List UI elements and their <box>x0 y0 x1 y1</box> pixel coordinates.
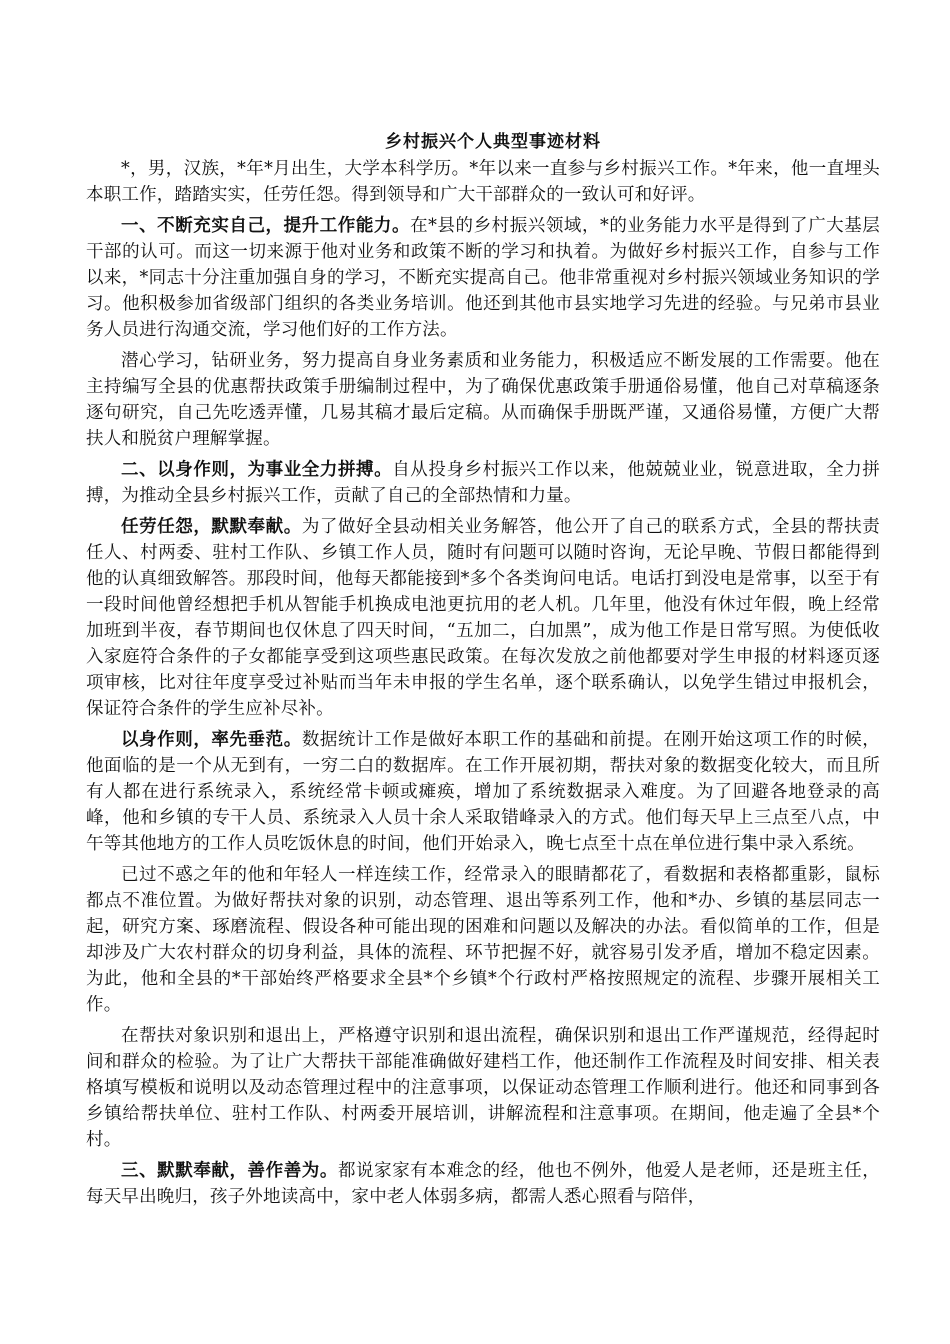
paragraph-text: 数据统计工作是做好本职工作的基础和前提。在刚开始这项工作的时候，他面临的是一个从无到有，一穷二白的数据库。在工作开展初期，帮扶对象的数据变化较大，而且所有人都在进行系统录入，系统经常卡顿或瘫痪，增加了系统数据录入难度。为了回避各地登录的高峰，他和乡镇的专干人员、系统录入人员十余人采取错峰录入的方式。他们每天早上三点至八点，中午等其他地方的工作人员吃饭休息的时间，他们开始录入，晚七点至十点在单位进行集中录入系统。 <box>86 730 881 854</box>
section-heading: 二、以身作则，为事业全力拼搏。 <box>121 460 393 480</box>
subsection-heading: 任劳任怨，默默奉献。 <box>121 517 302 537</box>
paragraph-identification <box>86 1023 880 1153</box>
paragraph-section-2 <box>86 457 880 509</box>
paragraph-continuous-work <box>86 862 880 1018</box>
subsection-heading: 以身作则，率先垂范。 <box>121 730 302 750</box>
paragraph-text: 潜心学习，钻研业务，努力提高自身业务素质和业务能力，积极适应不断发展的工作需要。他在主持编写全县的优惠帮扶政策手册编制过程中，为了确保优惠政策手册通俗易懂，他自己对草稿逐条逐句研究，自己先吃透弄懂，几易其稿才最后定稿。从而确保手册既严谨，又通俗易懂，方便广大帮扶人和脱贫户理解掌握。 <box>86 351 880 449</box>
paragraph-text: 都说家家有本难念的经，他也不例外，他爱人是老师，还是班主任，每天早出晚归，孩子外地读高中，家中老人体弱多病，都需人悉心照看与陪伴， <box>86 1161 880 1207</box>
paragraph-intro <box>86 156 880 208</box>
paragraph-section-1 <box>86 213 880 343</box>
paragraph-text: 自从投身乡村振兴工作以来，他兢兢业业，锐意进取，全力拼搏，为推动全县乡村振兴工作，贡献了自己的全部热情和力量。 <box>86 460 881 506</box>
paragraph-dedication <box>86 514 880 722</box>
paragraph-text: *，男，汉族，*年*月出生，大学本科学历。*年以来一直参与乡村振兴工作。*年来，他一直埋头本职工作，踏踏实实，任劳任怨。得到领导和广大干部群众的一致认可和好评。 <box>86 159 880 205</box>
paragraph-text: 在*县的乡村振兴领域，*的业务能力水平是得到了广大基层干部的认可。而这一切来源于他对业务和政策不断的学习和执着。为做好乡村振兴工作，自参与工作以来，*同志十分注重加强自身的学习，不断充实提高自己。他非常重视对乡村振兴领域业务知识的学习。他积极参加省级部门组织的各类业务培训。他还到其他市县实地学习先进的经验。与兄弟市县业务人员进行沟通交流，学习他们好的工作方法。 <box>86 216 880 340</box>
paragraph-text: 为了做好全县动相关业务解答，他公开了自己的联系方式，全县的帮扶责任人、村两委、驻村工作队、乡镇工作人员，随时有问题可以随时咨询，无论早晚、节假日都能得到他的认真细致解答。那段时间，他每天都能接到*多个各类询问电话。电话打到没电是常事，以至于有一段时间他曾经想把手机从智能手机换成电池更抗用的老人机。几年里，他没有休过年假，晚上经常加班到半夜，春节期间也仅休息了四天时间，“五加二，白加黑”，成为他工作是日常写照。为使低收入家庭符合条件的子女都能享受到这项些惠民政策。在每次发放之前他都要对学生申报的材料逐页逐项审核，比对往年度享受过补贴而当年未申报的学生名单，逐个联系确认，以免学生错过申报机会，保证符合条件的学生应补尽补。 <box>86 517 881 719</box>
paragraph-text: 已过不惑之年的他和年轻人一样连续工作，经常录入的眼睛都花了，看数据和表格都重影，鼠标都点不准位置。为做好帮扶对象的识别，动态管理、退出等系列工作，他和*办、乡镇的基层同志一起，研究方案、琢磨流程、假设各种可能出现的困难和问题以及解决的办法。看似简单的工作，但是却涉及广大农村群众的切身利益，具体的流程、环节把握不好，就容易引发矛盾，增加不稳定因素。为此，他和全县的*干部始终严格要求全县*个乡镇*个行政村严格按照规定的流程、步骤开展相关工作。 <box>86 865 880 1015</box>
paragraph-section-3 <box>86 1158 880 1210</box>
section-heading: 三、默默奉献，善作善为。 <box>121 1161 338 1181</box>
document-page <box>86 128 880 1215</box>
paragraph-text: 在帮扶对象识别和退出上，严格遵守识别和退出流程，确保识别和退出工作严谨规范，经得起时间和群众的检验。为了让广大帮扶干部能准确做好建档工作，他还制作工作流程及时间安排、相关表格填写模板和说明以及动态管理过程中的注意事项，以保证动态管理工作顺利进行。他还和同事到各乡镇给帮扶单位、驻村工作队、村两委开展培训，讲解流程和注意事项。在期间，他走遍了全县*个村。 <box>86 1026 880 1150</box>
paragraph-study <box>86 348 880 452</box>
document-title: 乡村振兴个人典型事迹材料 <box>385 132 601 152</box>
paragraph-example <box>86 727 880 857</box>
section-heading: 一、不断充实自己，提升工作能力。 <box>121 216 411 236</box>
